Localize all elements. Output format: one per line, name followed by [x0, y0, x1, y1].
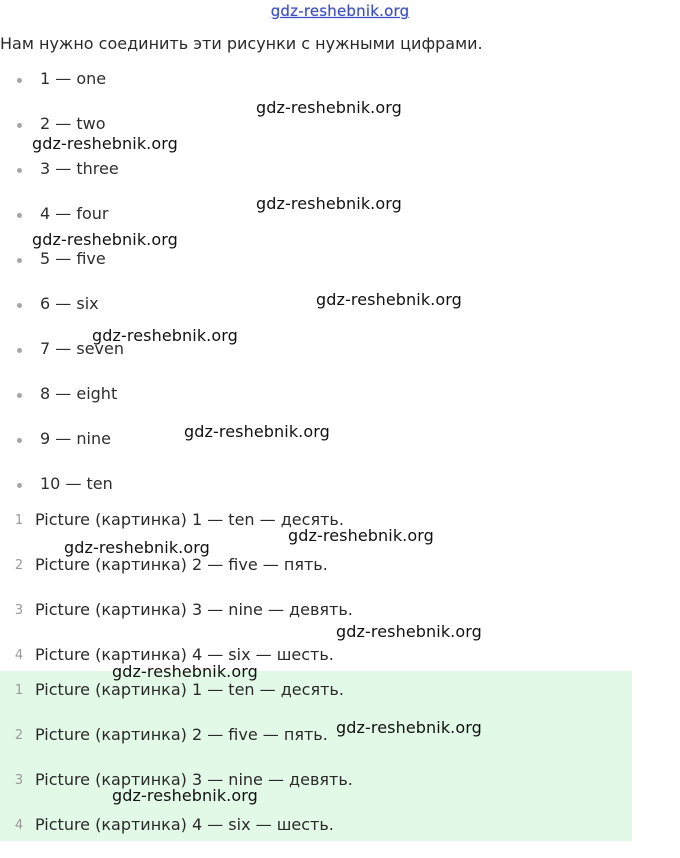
answer-index: 1 [14, 513, 24, 528]
answer-text: Picture (картинка) 2 — five — пять. [35, 725, 328, 744]
answer-index: 4 [14, 648, 24, 663]
answer-text: Picture (картинка) 1 — ten — десять. [35, 510, 344, 529]
answer-text: Picture (картинка) 2 — five — пять. [35, 555, 328, 574]
watermark-text: gdz-reshebnik.org [256, 194, 402, 213]
watermark-text: gdz-reshebnik.org [316, 290, 462, 309]
list-item-text: 3 — three [40, 159, 119, 178]
bullet-icon [17, 258, 22, 263]
list-item-text: 1 — one [40, 69, 107, 88]
watermark-text: gdz-reshebnik.org [184, 422, 330, 441]
watermark-text: gdz-reshebnik.org [112, 786, 258, 805]
answer-text: Picture (картинка) 3 — nine — девять. [35, 600, 353, 619]
list-item-text: 10 — ten [40, 474, 113, 493]
watermark-text: gdz-reshebnik.org [256, 98, 402, 117]
answer-text: Picture (картинка) 4 — six — шесть. [35, 645, 334, 664]
intro-text: Нам нужно соединить эти рисунки с нужными цифрами. [0, 34, 483, 53]
answer-index: 1 [14, 683, 24, 698]
answer-index: 2 [14, 558, 24, 573]
answer-index: 4 [14, 818, 24, 833]
watermark-text: gdz-reshebnik.org [288, 526, 434, 545]
answer-text: Picture (картинка) 4 — six — шесть. [35, 815, 334, 834]
bullet-icon [17, 213, 22, 218]
watermark-text: gdz-reshebnik.org [64, 538, 210, 557]
watermark-text: gdz-reshebnik.org [336, 718, 482, 737]
list-item-text: 4 — four [40, 204, 109, 223]
bullet-icon [17, 303, 22, 308]
watermark-text: gdz-reshebnik.org [112, 662, 258, 681]
bullet-icon [17, 483, 22, 488]
watermark-text: gdz-reshebnik.org [32, 230, 178, 249]
answer-index: 3 [14, 603, 24, 618]
watermark-text: gdz-reshebnik.org [32, 134, 178, 153]
site-header-link[interactable]: gdz-reshebnik.org [270, 2, 410, 20]
bullet-icon [17, 348, 22, 353]
watermark-text: gdz-reshebnik.org [92, 326, 238, 345]
answer-index: 3 [14, 773, 24, 788]
list-item-text: 8 — eight [40, 384, 118, 403]
bullet-icon [17, 438, 22, 443]
answer-text: Picture (картинка) 3 — nine — девять. [35, 770, 353, 789]
answer-text: Picture (картинка) 1 — ten — десять. [35, 680, 344, 699]
list-item-text: 6 — six [40, 294, 99, 313]
bullet-icon [17, 393, 22, 398]
list-item-text: 7 — seven [40, 339, 124, 358]
list-item-text: 2 — two [40, 114, 106, 133]
watermark-text: gdz-reshebnik.org [336, 622, 482, 641]
bullet-icon [17, 168, 22, 173]
list-item-text: 5 — five [40, 249, 106, 268]
list-item-text: 9 — nine [40, 429, 111, 448]
bullet-icon [17, 123, 22, 128]
bullet-icon [17, 78, 22, 83]
answer-index: 2 [14, 728, 24, 743]
